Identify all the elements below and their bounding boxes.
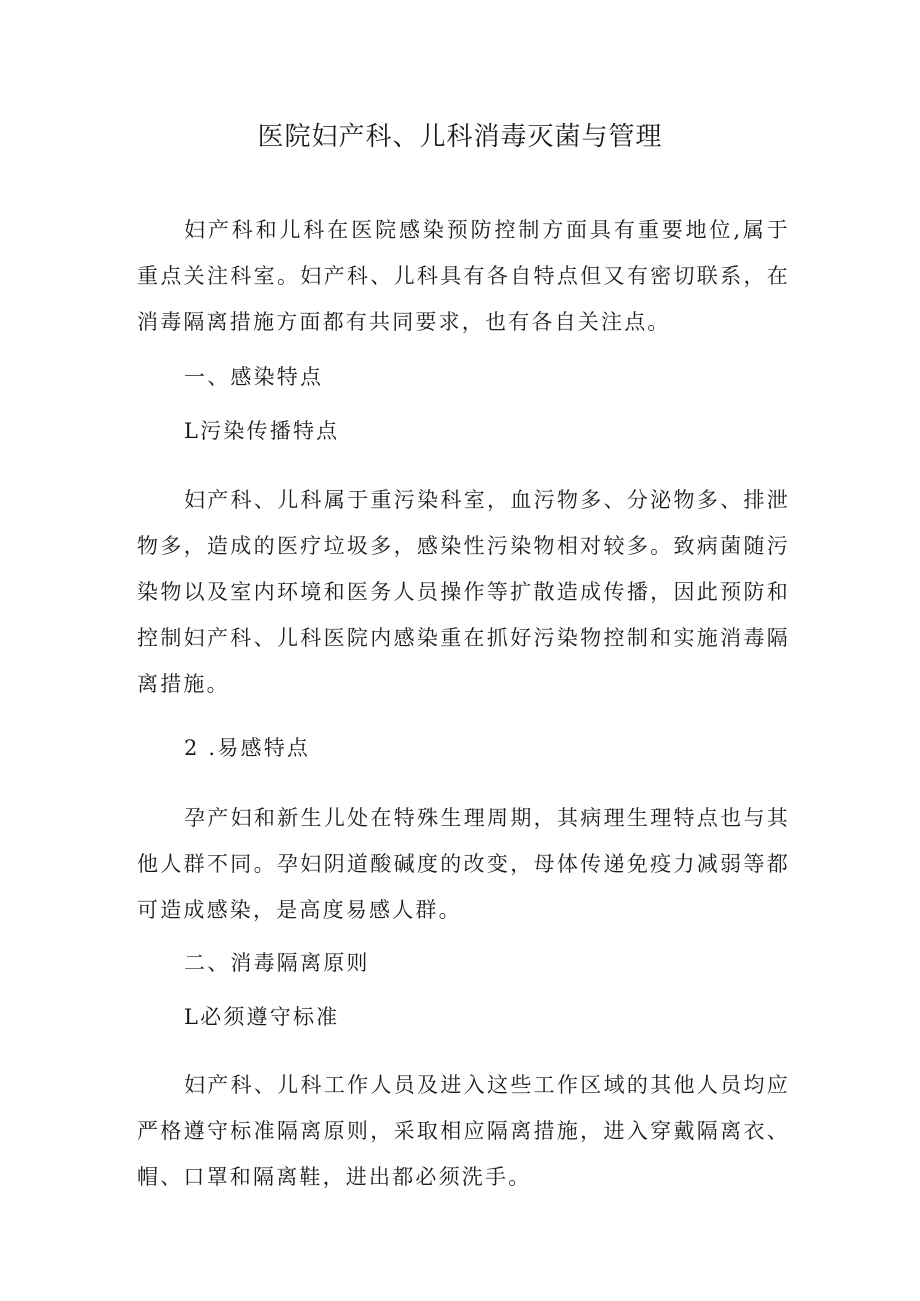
- section2-item1-paragraph: 妇产科、儿科工作人员及进入这些工作区域的其他人员均应严格遵守标准隔离原则，采取相应隔离措施，进入穿戴隔离衣、帽、口罩和隔离鞋，进出都必须洗手。: [137, 1073, 790, 1189]
- document-title: 医院妇产科、儿科消毒灭菌与管理: [257, 122, 663, 152]
- section2-heading: 二、消毒隔离原则: [184, 951, 370, 975]
- section1-item2-heading: 2 .易感特点: [184, 736, 311, 760]
- section2-item1-heading: L必须遵守标准: [184, 1005, 340, 1029]
- section1-item1-heading: L污染传播特点: [184, 419, 340, 443]
- section1-heading: 一、感染特点: [184, 365, 324, 389]
- section1-item2-paragraph: 孕产妇和新生儿处在特殊生理周期，其病理生理特点也与其他人群不同。孕妇阴道酸碱度的改变，母体传递免疫力减弱等都可造成感染，是高度易感人群。: [137, 806, 790, 922]
- intro-paragraph: 妇产科和儿科在医院感染预防控制方面具有重要地位,属于重点关注科室。妇产科、儿科具有各自特点但又有密切联系，在消毒隔离措施方面都有共同要求，也有各自关注点。: [137, 218, 790, 334]
- section1-item1-paragraph: 妇产科、儿科属于重污染科室，血污物多、分泌物多、排泄物多，造成的医疗垃圾多，感染性污染物相对较多。致病菌随污染物以及室内环境和医务人员操作等扩散造成传播，因此预防和控制妇产科、儿科医院内感染重在抓好污染物控制和实施消毒隔离措施。: [137, 488, 790, 696]
